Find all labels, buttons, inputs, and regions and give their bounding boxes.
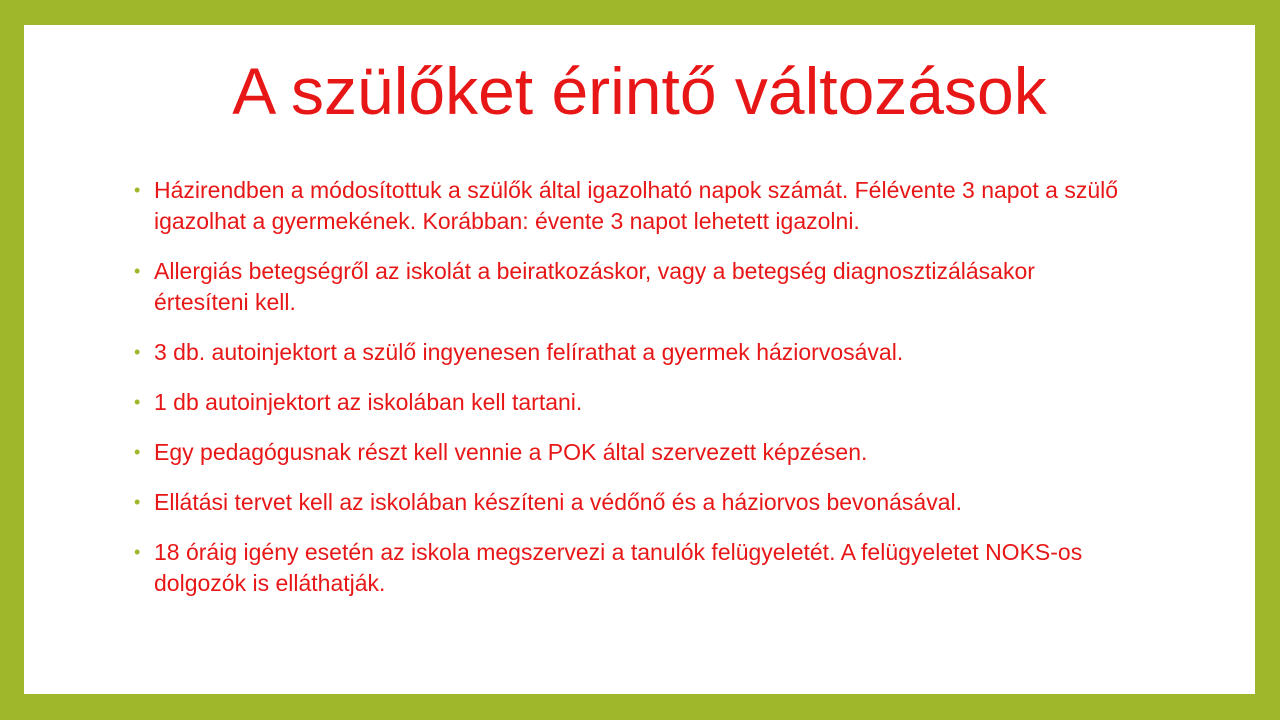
slide-title: A szülőket érintő változások	[232, 54, 1047, 128]
bullet-item	[134, 387, 1134, 418]
bullet-text: Házirendben a módosítottuk a szülők által igazolható napok számát. Félévente 3 napot a szülő igazolhat a gyermekének. Korábban: évente 3 napot lehetett igazolni.	[154, 177, 1119, 234]
bullet-dot-icon: •	[134, 492, 141, 512]
bullet-dot-icon: •	[134, 261, 141, 281]
bullet-text: Ellátási tervet kell az iskolában készíteni a védőnő és a háziorvos bevonásával.	[154, 489, 963, 515]
bullet-item	[134, 256, 1134, 318]
bullet-text: 18 óráig igény esetén az iskola megszervezi a tanulók felügyeletét. A felügyeletet NOKS-os dolgozók is elláthatják.	[154, 539, 1083, 596]
bullet-text: Allergiás betegségről az iskolát a beiratkozáskor, vagy a betegség diagnosztizálásakor értesíteni kell.	[154, 258, 1035, 315]
bullet-item	[134, 487, 1134, 518]
bullet-list	[134, 175, 1134, 618]
slide	[24, 25, 1255, 694]
bullet-item	[134, 175, 1134, 237]
bullet-dot-icon: •	[134, 180, 141, 200]
bullet-dot-icon: •	[134, 342, 141, 362]
bullet-item	[134, 337, 1134, 368]
bullet-text: 3 db. autoinjektort a szülő ingyenesen felírathat a gyermek háziorvosával.	[154, 339, 904, 365]
bullet-item	[134, 537, 1134, 599]
bullet-dot-icon: •	[134, 392, 141, 412]
bullet-text: Egy pedagógusnak részt kell vennie a POK által szervezett képzésen.	[154, 439, 868, 465]
bullet-text: 1 db autoinjektort az iskolában kell tartani.	[154, 389, 583, 415]
bullet-item	[134, 437, 1134, 468]
bullet-dot-icon: •	[134, 542, 141, 562]
bullet-dot-icon: •	[134, 442, 141, 462]
